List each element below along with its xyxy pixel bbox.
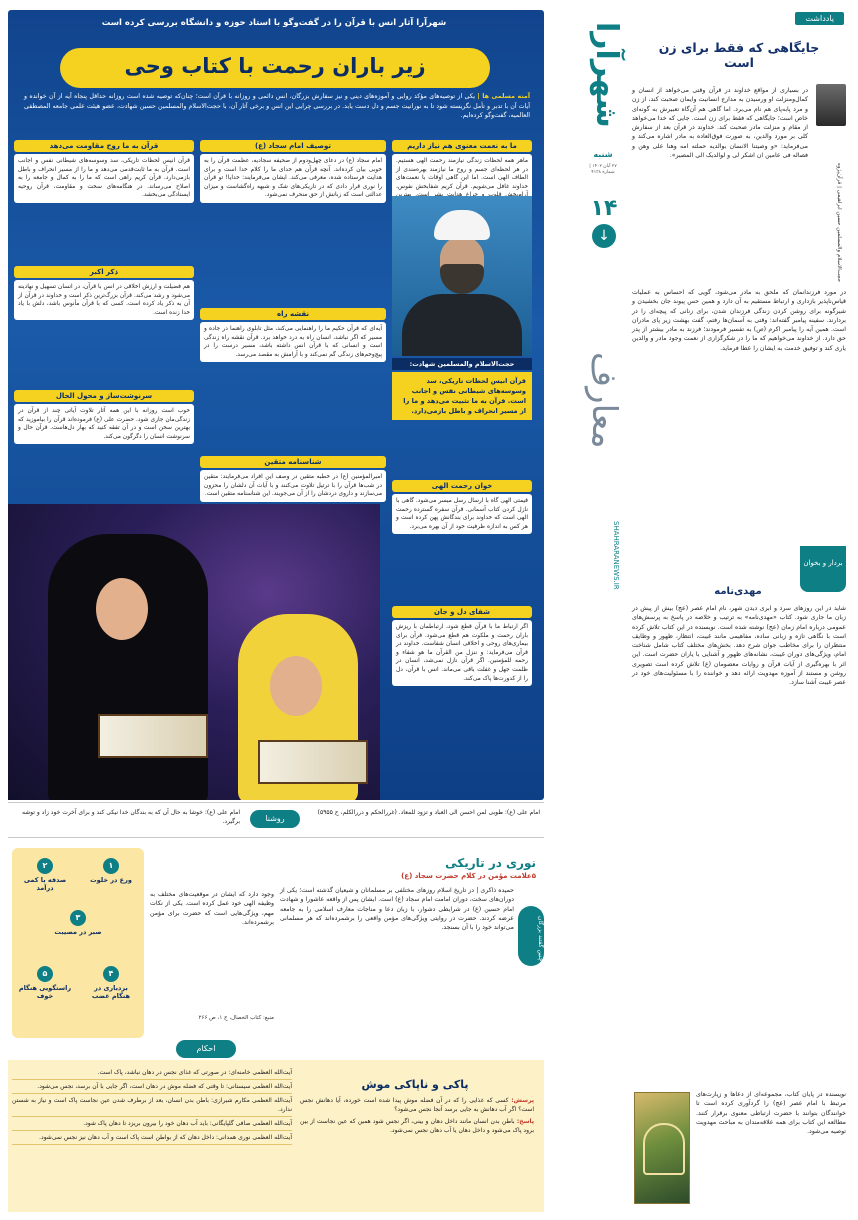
column-title: جایگاهی که فقط برای زن است <box>658 40 820 70</box>
hadith-label: روشنا <box>250 810 300 828</box>
issue-day: شنبه <box>593 150 613 159</box>
feature-headline: زیر باران رحمت با کتاب وحی <box>124 54 426 78</box>
box-muttaqin <box>200 456 386 502</box>
arrow-down-icon: ↓ <box>592 224 616 248</box>
box-text: امیرالمؤمنین (ع) در خطبه متقین در وصف این افراد می‌فرمایند: متقین در شب‌ها قرآن را با ترتیل تلاوت می‌کنند و با آیات آن دلشان را محزون می‌سازند و داروی دردشان را از آن می‌جویند. این شناسنامه متقین است. <box>204 474 382 498</box>
box-title: سرنوشت‌ساز و محول الحال <box>14 390 194 402</box>
box-divine-table <box>392 480 532 534</box>
fatwa-item: آیت‌الله العظمی سیستانی: تا وقتی که فضله موش در دهان است، اگر جایی با آن برسد، نجس می‌شود. <box>12 1080 292 1094</box>
book-section-badge: بردار و بخوان <box>800 546 846 592</box>
feature-kicker: شهرآرا آثار انس با قرآن را در گفت‌وگو با استاد حوزه و دانشگاه بررسی کرده است <box>101 18 447 28</box>
noor-title: نوری در تاریکی <box>445 856 536 870</box>
trait-node: ۳ صبر در مصیبت <box>51 910 105 936</box>
box-text: آیه‌ای که قرآن حکیم ما را راهنمایی می‌کند، مثل تابلوی راهنما در جاده و مسیر که اگر نباشد، انسان راه به درد خواهد برد. قرآن نقشه راه زندگی است و انسانی که با قرآن انس داشته باشد، مسیر درست را در پیچ‌وخم‌های زندگی گم نمی‌کند و با آرامش به مقصد می‌رسد. <box>204 326 382 358</box>
fatwa-item: آیت‌الله العظمی نوری همدانی: داخل دهان که از بواطن است پاک است و آب دهان نیز نجس نمی‌شود. <box>12 1131 292 1145</box>
feature-photo <box>8 504 380 800</box>
portrait-caption: حجت‌الاسلام والمسلمین شهادت: <box>392 358 532 370</box>
author-photo <box>816 84 846 126</box>
ahkam-title: پاکی و ناپاکی موش <box>361 1078 469 1091</box>
website-url[interactable]: SHAHRARANEWS.IR <box>612 520 620 590</box>
trait-node: ۲ صدقه با کمی درآمد <box>18 858 72 892</box>
quotes-badge: چنین گفتند بزرگان <box>518 906 544 966</box>
box-title: قرآن به ما روح مقاومت می‌دهد <box>14 140 194 152</box>
box-zekr-akbar <box>14 266 194 320</box>
box-text: هم فضیلت و ارزش اخلاقی در انس با قرآن، در انسان تسهیل و نهادینه می‌شود و رشد می‌کند. قرآن بزرگ‌ترین ذکر است و خداوند در قرآن از آن به ذکر یاد کرده است. کسی که با قرآن مأنوس باشد، دلش با یاد خدا زنده است. <box>18 284 190 316</box>
trait-node: ۵ راستگویی هنگام خوف <box>18 966 72 1000</box>
believer-traits-diagram <box>12 848 144 1038</box>
noor-body-cont: وجود دارد که ایشان در موقعیت‌های مختلف به وظیفه الهی خود عمل کرده است. یکی از نکات مهم، ویژگی‌هایی است که حضرت برای مؤمن برشمرده‌اند. <box>150 891 274 926</box>
box-imam-sajjad <box>200 140 386 203</box>
box-title: نقشه راه <box>200 308 386 320</box>
book-review-end: نویسنده در پایان کتاب، مجموعه‌ای از دعاها و زیارت‌های مرتبط با امام عصر (عج) را گردآوری کرده است تا خوانندگان بتوانند با حضرت ارتباطی معنوی برقرار کنند. مطالعه این کتاب برای همه علاقه‌مندان به مباحث مهدویت توصیه می‌شود. <box>696 1091 846 1136</box>
section-title: معارف <box>584 351 624 449</box>
fatwa-item: آیت‌الله العظمی صافی گلپایگانی: باید آب دهان خود را بیرون بریزد تا دهان پاک شود. <box>12 1117 292 1131</box>
box-resistance <box>14 140 194 203</box>
box-text: ماهر همه لحظات زندگی نیازمند رحمت الهی هستیم. در هر لحظه‌ای جسم و روح ما نیازمند بهره‌مندی از الطاف الهی است. اما این گاهی اوقات با نعمت‌های خداوند غافل می‌شویم. قرآن کریم شفابخش نفوس، <box>396 158 528 190</box>
newspaper-logo: شهرآرا <box>589 22 624 128</box>
hadith-arabic: امام علی (ع): طوبی لمن احسن الی العباد و تزود للمعاد. (غررالحکم و دررالکلم، ح ۵۹۵۵) <box>317 809 540 816</box>
box-text: قرآن انیس لحظات تاریکی، سد وسوسه‌های شیطانی نفس و اجانب است. قرآن به ما ثابت‌قدمی می‌دهد و ما را از مسیر انحراف و باطل بازمی‌دارد. قرآن کریم راهی است که ما را به کمال و جامعه را به اصلاح می‌رساند. در هنگامه‌های سخت و مقاومت، قرآن روحیه ایستادگی می‌بخشد. <box>18 158 190 199</box>
column-tag: یادداشت <box>795 12 844 25</box>
hadith-translation: امام علی (ع): خوشا به حال آن که به بندگان خدا نیکی کند و برای آخرت خود زاد و توشه برگیرد. <box>21 809 240 825</box>
noor-subtitle: ۵علامت مؤمن در کلام حضرت سجاد (ع) <box>401 872 536 880</box>
noor-source: منبع: کتاب الخصال، ج ۱، ص ۲۶۶ <box>198 1015 274 1021</box>
book-cover-image <box>634 1092 690 1204</box>
box-title: شفای دل و جان <box>392 606 532 618</box>
interviewee-portrait <box>392 196 532 356</box>
box-text: اگر ارتباط ما با قرآن قطع شود، ارتباطمان با ریزش باران رحمت و ملکوت هم قطع می‌شود. قرآن برای بیماری‌های روحی و اخلاقی انسان شفاست. خداوند در قرآن می‌فرماید: و ننزل من القرآن ما هو شفاء و رحمه للمؤمنین. اگر قرآن نازل نمی‌شد، انسان در ظلمت جهل و غفلت باقی می‌ماند. انس با قرآن، دل را از کدورت‌ها پاک می‌کند. <box>396 624 528 682</box>
column-body: در مورد فرزندانمان که ملحق به مادر می‌شود، گویی که احساس به عملیات قیاس‌ناپذیر بازداری و ارتباط مستقیم به آن دارد و همین حس پیوند جان بخشیدن و شیرگونه برای روشن کردن زندگی فرزندان شدن، برای زنانی که پیچه‌ای را در بردارند. سفینه پیامبر گفته‌اند: وقتی به آسمان‌ها رفتم، گفت بهشت زیر پای مادران است. همین آیه را پیامبر اکرم (ص) به تفسیر فرمودند؛ فرزند به مادر بیشتر از پدر حق دارد. از خداوند می‌خواهیم که ما را در شکرگزاری از نعمت وجود مادر و والدین یاری کند و توفیق خدمت به ایشان را عطا فرماید. <box>632 289 846 352</box>
ahkam-qa: پرسش: کسی که غذایی را که در آن فضله موش پیدا شده است خورده، آیا دهانش نجس است؟ اگر آب دهانش به جایی برسد آنجا نجس می‌شود؟ پاسخ: باطن بدن انسان مانند داخل دهان و بینی، اگر نجس شود همین که عین نجاست از بین برود پاک می‌شود و داخل دهان یا آب دهان نجس نمی‌شود. <box>300 1097 534 1134</box>
fatwa-list <box>12 1066 292 1145</box>
box-roadmap <box>200 308 386 362</box>
box-text: خوب است روزانه با این همه آثار تلاوت آیاتی چند از قرآن در زندگی‌مان جاری شود. حضرت علی (ع) فرموده‌اند قرآن را بیاموزید که بهترین سخن است و در آن تفقه کنید که بهار دل‌هاست. قرآن حال و سرنوشت انسان را دگرگون می‌کند. <box>18 408 190 440</box>
trait-node: ۴ بردباری در هنگام غضب <box>84 966 138 1000</box>
box-title: توصیف امام سجاد (ع) <box>200 140 386 152</box>
box-text: امام سجاد (ع) در دعای چهل‌ودوم از صحیفه سجادیه، عظمت قرآن را به خوبی بیان کرده‌اند. آنچه قرآن هم خدای ما را کلام خدا است و برای هدایت فرستاده شده، معرفی می‌کند. ایشان می‌فرمایند: خدایا! تو قرآن را نوری قرار دادی که در تاریکی‌های شک و شبهه راه‌گشاست و میزان عدالتی است که زبانش از حق منحرف نمی‌شود. <box>204 158 382 199</box>
issue-date: ۲۷ آبان ۱۴۰۲ | شماره ۴۱۳۸ <box>589 164 617 175</box>
trait-node: ۱ ورع در خلوت <box>84 858 138 884</box>
column-author: حجت‌الاسلام والمسلمین حسین ابراهیمی | قرآن‌پژوه <box>836 162 842 282</box>
box-fateful <box>14 390 194 444</box>
book-review-body: شاید در این روزهای سرد و ابری دیدن شهر، نام امام عصر (عج) بیش از پیش در زبان ما جاری شود. کتاب «مهدی‌نامه» به ترتیب و خلاصه در پاسخ به پرسش‌های عمومی درباره امام زمان (عج) نوشته شده است. نویسنده در این کتاب تلاش کرده است با نگاهی تازه و زبانی ساده، مفاهیمی مانند غیبت، انتظار، ظهور و وظایف منتظران را برای مخاطب جوان شرح دهد. بخش‌های مختلف کتاب شامل شناخت امام، ویژگی‌های دوران غیبت، نشانه‌های ظهور و آشنایی با یاران حضرت است. این اثر با بهره‌گیری از آیات قرآن و روایات معصومان (ع) تلاش کرده است تصویری روشن و مستند از آموزه مهدویت ارائه دهد و خواننده را با مسئولیت‌های خود در عصر غیبت آشنا سازد. <box>632 605 846 687</box>
box-title: خوان رحمت الهی <box>392 480 532 492</box>
pull-quote: قرآن انیس لحظات تاریکی، سد وسوسه‌های شیطانی نفس و اجانب است. قرآن به ما تثبیت می‌دهد و ما را از مسیر انحراف و باطل بازمی‌دارد. <box>392 372 532 420</box>
fatwa-item: آیت‌الله العظمی خامنه‌ای: در صورتی که غذای نجس در دهان نباشد، پاک است. <box>12 1066 292 1080</box>
noor-body: حمیده ذاکری | در تاریخ اسلام روزهای مختلفی بر مسلمانان و شیعیان گذشته است؛ یکی از دوران‌های سخت، دوران امامت امام سجاد (ع) است. ایشان پس از واقعه عاشورا و شهادت امام حسین (ع) در شرایطی دشوار، با زبان دعا و مناجات معارف اسلامی را به جامعه عرضه کردند. حضرت در روایتی ویژگی‌های مؤمن واقعی را برشمرده‌اند که هر مسلمانی می‌تواند خود را با آن بسنجد. <box>280 887 514 932</box>
fatwa-item: آیت‌الله العظمی مکارم شیرازی: باطن بدن انسان، بعد از برطرف شدن عین نجاست پاک است و نیاز به شستن ندارد. <box>12 1094 292 1117</box>
ahkam-label: احکام <box>176 1040 236 1058</box>
box-title: ما به نعمت معنوی هم نیاز داریم <box>392 140 532 152</box>
feature-lead: آمنه مسلمی ها | یکی از توصیه‌های مؤکد روایی و آموزه‌های دینی و نیز سفارش بزرگان، انس دائمی و روزانه با قرآن است؛ چنان‌که توصیه شده است روزانه حداقل پنجاه آیه از آن خوانده و آیات آن با تدبر و تأمل نگریسته شود تا به نورانیت جسم و دل دست یابد. در بررسی چرایی این انس و برخی آثار آن، با حجت‌الاسلام والمسلمین حسین شهادت، عضو هیئت علمی جامعه المصطفی العالمیه، گفت‌وگو کرده‌ایم. <box>24 93 530 120</box>
box-title: ذکر اکبر <box>14 266 194 278</box>
page-number: ۱۴ <box>590 196 618 221</box>
box-text: قیمتی الهی گاه با ارسال رسل میسر می‌شود. گاهی با نازل کردن کتاب آسمانی. قرآن سفره گسترده رحمت الهی است که خداوند برای بندگانش پهن کرده است و هر کس به اندازه ظرفیت خود از آن بهره می‌برد. <box>396 498 528 530</box>
masthead-strip <box>584 0 624 1220</box>
box-healing <box>392 606 532 686</box>
column-body-intro: در بسیاری از مواقع خداوند در قرآن وقتی می‌خواهد از انسان و کمال‌ومنزلت او ورسیدن به مدارج انسانیت وایمان صحبت کند، از زن و مرد پابه‌پای هم نام می‌برد. اما گاهی هم آن‌گاه تعبیرش به گونه‌ای خاص است؛ جایگاهی که فقط برای زن است. جایی که خدا می‌خواهد از مقام و منزلت مادر صحبت کند. خداوند در قرآن بعد از سفارش کلی بر مورد والدین، به صورت فوق‌العاده به مادر اشاره می‌کند و می‌فرماید: «و وصیتنا الانسان بوالدیه حملته امه وهنا علی وهن و فصاله فی عامین ان اشکر لی و لوالدیک الی المصیر». <box>632 87 808 160</box>
book-title: مهدی‌نامه <box>714 586 762 597</box>
box-title: شناسنامه متقین <box>200 456 386 468</box>
